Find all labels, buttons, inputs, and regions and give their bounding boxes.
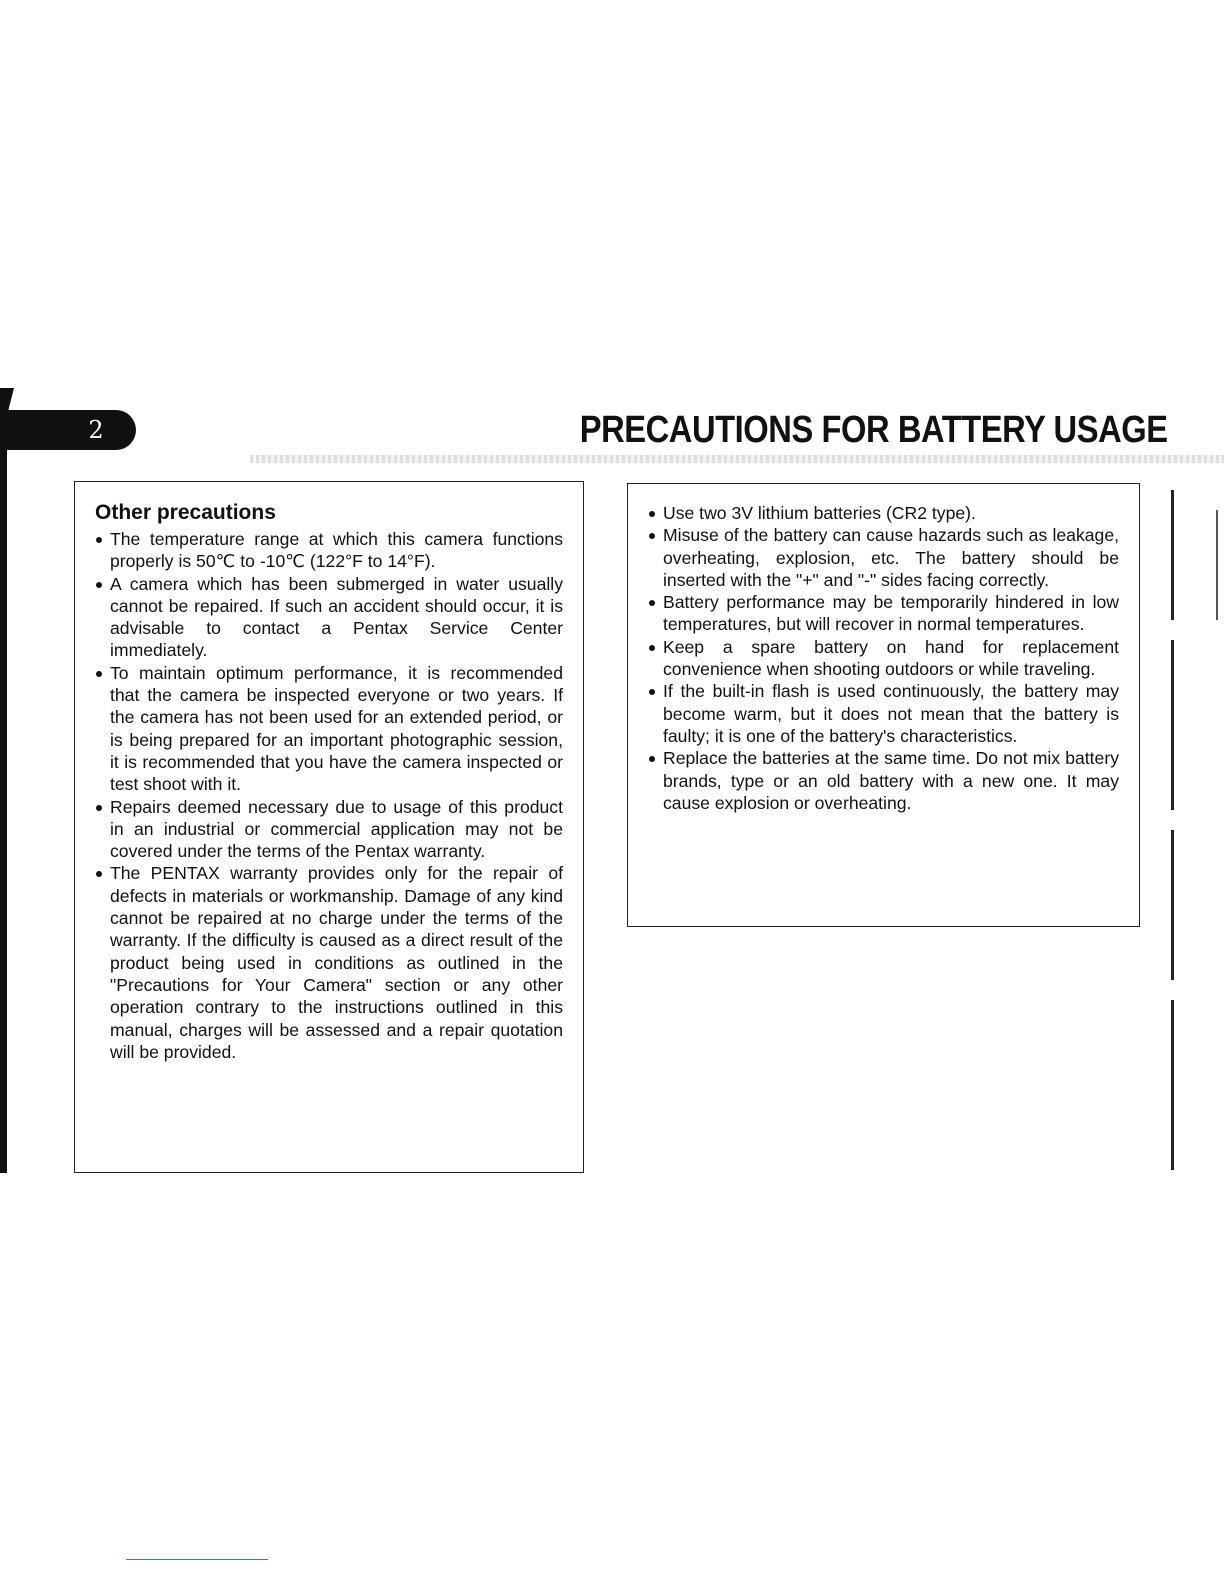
list-item-text: Keep a spare battery on hand for replacement convenience when shooting outdoors or while traveling. (663, 636, 1119, 680)
right-margin-rule (1171, 490, 1174, 620)
list-item (648, 747, 1119, 814)
right-margin-rule (1171, 1000, 1174, 1170)
bullet-icon (649, 533, 655, 539)
list-item (95, 796, 563, 863)
list-item (648, 502, 1119, 524)
right-margin-rule (1171, 830, 1174, 980)
list-item (95, 662, 563, 796)
list-item-text: A camera which has been submerged in water usually cannot be repaired. If such an accident should occur, it is advisable to contact a Pentax Service Center immediately. (110, 573, 563, 661)
header-rule (250, 455, 1224, 463)
list-item-text: The temperature range at which this camera functions properly is 50℃ to -10℃ (122°F to 14°F). (110, 529, 563, 572)
list-item-text: If the built-in flash is used continuously, the battery may become warm, but it does not mean that the battery is faulty; it is one of the battery's characteristics. (663, 681, 1119, 746)
list-item-text: Repairs deemed necessary due to usage of this product in an industrial or commercial application may not be covered under the terms of the Pentax warranty. (110, 796, 563, 862)
list-item-text: Misuse of the battery can cause hazards such as leakage, overheating, explosion, etc. The battery should be inserted with the "+" and "-" sides facing correctly. (663, 525, 1119, 590)
right-margin-rule (1171, 640, 1174, 810)
left-page-edge-corner (0, 388, 14, 410)
bullet-icon (96, 582, 102, 588)
page-title: PRECAUTIONS FOR BATTERY USAGE (580, 409, 1168, 451)
list-item (648, 680, 1119, 747)
list-item-text: Replace the batteries at the same time. Do not mix battery brands, type or an old battery with a new one. It may cause explosion or overheating. (663, 748, 1119, 813)
bullet-icon (649, 511, 655, 517)
page-number: 2 (88, 416, 104, 444)
bullet-icon (96, 671, 102, 677)
list-item (95, 862, 563, 1063)
battery-precautions-box (627, 483, 1140, 927)
right-page-edge (1216, 510, 1218, 620)
page-number-tab (0, 410, 136, 450)
list-item (648, 591, 1119, 636)
battery-precautions-list (648, 502, 1119, 814)
list-item (648, 636, 1119, 681)
other-precautions-heading: Other precautions (95, 501, 276, 524)
footer-underline (126, 1559, 268, 1560)
list-item-text: Battery performance may be temporarily hindered in low temperatures, but will recover in normal temperatures. (663, 592, 1119, 635)
bullet-icon (649, 600, 655, 606)
bullet-icon (96, 805, 102, 811)
other-precautions-box (74, 481, 584, 1173)
bullet-icon (649, 756, 655, 762)
other-precautions-list (95, 528, 563, 1063)
bullet-icon (96, 871, 102, 877)
list-item (95, 528, 563, 573)
list-item (648, 524, 1119, 591)
bullet-icon (96, 537, 102, 543)
list-item-text: To maintain optimum performance, it is recommended that the camera be inspected everyone or two years. If the camera has not been used for an extended period, or is being prepared for an important photographic session, it is recommended that you have the camera inspected or test shoot with it. (110, 662, 563, 795)
bullet-icon (649, 689, 655, 695)
list-item-text: The PENTAX warranty provides only for the repair of defects in materials or workmanship. Damage of any kind cannot be repaired at no charge under the terms of the warranty. If the difficulty is caused as a direct result of the product being used in conditions as outlined in the "Precautions for Your Camera" section or any other operation contrary to the instructions outlined in this manual, charges will be assessed and a repair quotation will be provided. (110, 863, 563, 1062)
bullet-icon (649, 645, 655, 651)
list-item (95, 573, 563, 662)
left-page-edge (0, 388, 7, 1173)
list-item-text: Use two 3V lithium batteries (CR2 type). (663, 503, 976, 523)
